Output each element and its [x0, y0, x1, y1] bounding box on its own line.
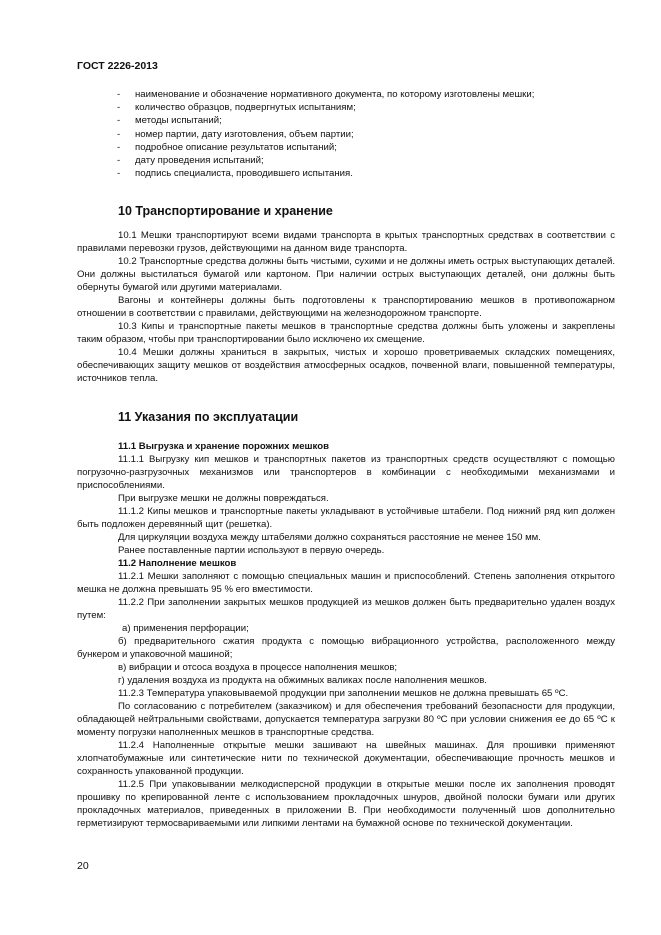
subsection-11-2-title: 11.2 Наполнение мешков: [118, 558, 237, 569]
paragraph: 11.1.2 Кипы мешков и транспортные пакеты укладывают в устойчивые штабели. Под нижний ряд кип должен быть подложен деревянный щит (решетка).: [77, 506, 615, 530]
paragraph: г) удаления воздуха из продукта на обжимных валиках после наполнения мешков.: [118, 675, 487, 686]
test-report-contents-list: [77, 88, 615, 180]
list-item: - количество образцов, подвергнутых испытаниям;: [117, 102, 356, 114]
list-item: - подробное описание результатов испытаний;: [117, 141, 337, 153]
paragraph: По согласованию с потребителем (заказчиком) и для обеспечения требований безопасности для продукции, обладающей нейтральными свойствами, допускается температура загрузки 80 ºС при условии снижения ее до 65 ºС к моменту погрузки наполненных мешков в транспортные средства.: [77, 701, 615, 738]
paragraph: 10.4 Мешки должны храниться в закрытых, чистых и хорошо проветриваемых складских помещениях, обеспечивающих защиту мешков от воздействия атмосферных осадков, почвенной влаги, повышенной температуры, источников тепла.: [77, 347, 615, 384]
paragraph: 11.2.1 Мешки заполняют с помощью специальных машин и приспособлений. Степень заполнения открытого мешка не должна превышать 95 % его вместимости.: [77, 571, 615, 595]
list-item: - подпись специалиста, проводившего испытания.: [117, 168, 353, 180]
paragraph: Вагоны и контейнеры должны быть подготовлены к транспортированию мешков в противопожарном отношении в соответствии с правилами, действующими на железнодорожном транспорте.: [77, 295, 615, 319]
paragraph: При выгрузке мешки не должны повреждаться.: [118, 493, 329, 504]
page-number: 20: [77, 860, 89, 872]
paragraph: 10.1 Мешки транспортируют всеми видами транспорта в крытых транспортных средствах в соответствии с правилами перевозки грузов, действующими на данном виде транспорта.: [77, 230, 615, 254]
list-item: - методы испытаний;: [117, 115, 222, 127]
section-11-body: [77, 440, 615, 830]
paragraph: 11.2.3 Температура упаковываемой продукции при заполнении мешков не должна превышать 65 ºС.: [118, 688, 569, 699]
section-11-title: 11 Указания по эксплуатации: [118, 410, 299, 424]
list-item: - дату проведения испытаний;: [117, 154, 264, 166]
paragraph: 11.2.5 При упаковывании мелкодисперсной продукции в открытые мешки после их заполнения проводят прошивку по крепированной ленте с использованием прокладочных шнуров, двойной полоски бумаги или других прокладочных материалов, приведенных в приложении В. При необходимости полученный шов дополнительно герметизируют термосвариваемыми или липкими лентами на бумажной основе по технической документации.: [77, 779, 615, 829]
paragraph: 11.2.2 При заполнении закрытых мешков продукцией из мешков должен быть предварительно удален воздух путем:: [77, 597, 615, 621]
list-item: - наименование и обозначение нормативного документа, по которому изготовлены мешки;: [117, 89, 535, 100]
paragraph: 11.1.1 Выгрузку кип мешков и транспортных пакетов из транспортных средств осуществляют с помощью погрузочно-разгрузочных механизмов или транспортеров в комбинации с необходимыми механизмами и приспособлениями.: [77, 454, 615, 491]
paragraph: б) предварительного сжатия продукта с помощью вибрационного устройства, расположенного между бункером и упаковочной машиной;: [77, 636, 615, 660]
paragraph: Ранее поставленные партии используют в первую очередь.: [118, 545, 385, 556]
section-10-title: 10 Транспортирование и хранение: [118, 204, 333, 218]
section-10-body: [77, 229, 615, 385]
document-header: ГОСТ 2226-2013: [77, 60, 158, 72]
paragraph: в) вибрации и отсоса воздуха в процессе наполнения мешков;: [118, 662, 398, 673]
paragraph: 10.3 Кипы и транспортные пакеты мешков в транспортные средства должны быть уложены и закреплены таким образом, чтобы при транспортировании было исключено их смещение.: [77, 321, 615, 345]
paragraph: 11.2.4 Наполненные открытые мешки зашивают на швейных машинах. Для прошивки применяют хлопчатобумажные или синтетические нити по технической документации, обеспечивающие прочность мешков и сохранность упакованной продукции.: [77, 740, 615, 777]
paragraph: Для циркуляции воздуха между штабелями должно сохраняться расстояние не менее 150 мм.: [118, 532, 541, 543]
list-item: - номер партии, дату изготовления, объем партии;: [117, 128, 354, 140]
paragraph: 10.2 Транспортные средства должны быть чистыми, сухими и не должны иметь острых выступающих деталей. Они должны выстилаться бумагой или картоном. При наличии острых выступающих деталей, они должны быть обернуты бумагой или другими материалами.: [77, 256, 615, 293]
subsection-11-1-title: 11.1 Выгрузка и хранение порожних мешков: [118, 441, 329, 452]
paragraph: а) применения перфорации;: [122, 623, 249, 634]
